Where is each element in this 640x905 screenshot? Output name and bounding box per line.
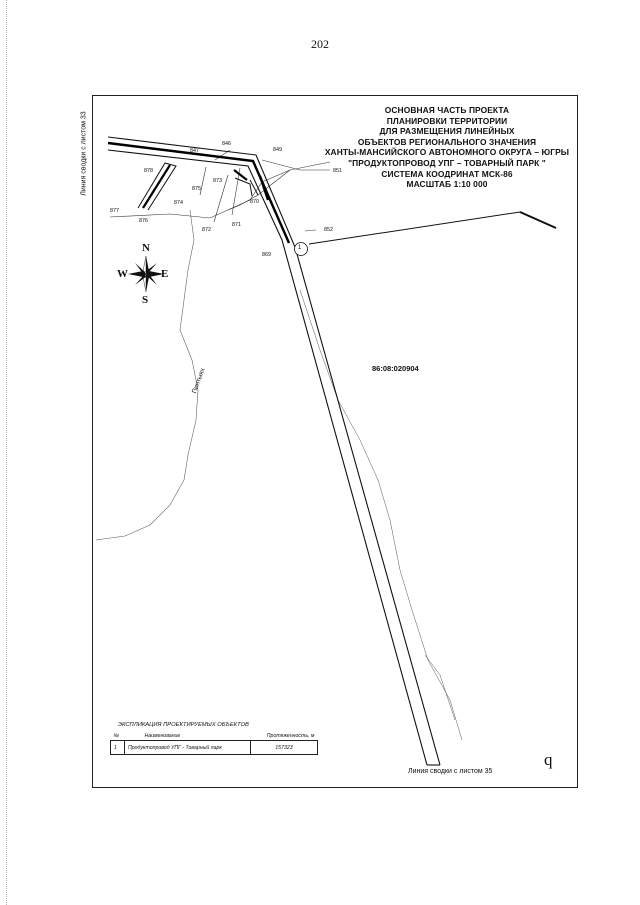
map-title [322, 105, 572, 190]
legend-header-row [111, 732, 318, 741]
legend-title: ЭКСПЛИКАЦИЯ ПРОЕКТИРУЕМЫХ ОБЪЕКТОВ [118, 722, 249, 728]
title-line: ОБЪЕКТОВ РЕГИОНАЛЬНОГО ЗНАЧЕНИЯ [357, 136, 537, 147]
title-line: ХАНТЫ-МАНСИЙСКОГО АВТОНОМНОГО ОКРУГА – ЮГРЫ [324, 147, 570, 158]
river-label: Пинтыях [191, 367, 207, 395]
compass-rose-icon [128, 256, 164, 292]
point-label: 870 [250, 199, 259, 205]
adjacent-line [309, 212, 556, 244]
page-number: 202 [311, 37, 329, 51]
point-label: 873 [213, 178, 222, 184]
point-label: 847 [190, 148, 199, 154]
point-label: 869 [262, 252, 271, 258]
land-boundary [110, 162, 330, 218]
legend-cell-length: 157323 [250, 741, 317, 755]
compass-east: E [161, 268, 169, 280]
point-label: 878 [144, 168, 153, 174]
legend-table [110, 732, 318, 755]
title-line: МАСШТАБ 1:10 000 [406, 179, 488, 190]
cadastral-number: 86:08:020904 [372, 364, 419, 373]
legend-cell-name: Продуктопровод УПГ - Товарный парк [125, 741, 251, 755]
stream [425, 655, 455, 720]
point-label: 851 [333, 168, 342, 174]
compass-west: W [117, 268, 128, 280]
join-line-label-sheet-33: Линия сводки с листом 33 [80, 111, 88, 196]
point-label: 846 [222, 141, 231, 147]
stream [300, 290, 462, 740]
title-line: СИСТЕМА КООДРИНАТ МСК-86 [381, 168, 513, 179]
compass-north: N [142, 242, 150, 254]
legend-header-name: Наименование [144, 733, 181, 739]
route-marker-label: 1 [298, 245, 302, 251]
adjacent-line [520, 212, 556, 228]
point-label: 871 [232, 222, 241, 228]
point-label: 876 [139, 218, 148, 224]
title-line: ПЛАНИРОВКИ ТЕРРИТОРИИ [386, 115, 508, 126]
compass-south: S [142, 294, 149, 306]
pipeline-axis [108, 143, 289, 243]
table-row [111, 741, 318, 755]
title-line: ОСНОВНАЯ ЧАСТЬ ПРОЕКТА [384, 105, 510, 115]
leader-line [305, 230, 316, 231]
join-line-label-sheet-35: Линия сводки с листом 35 [408, 768, 493, 775]
point-label: 875 [192, 186, 201, 192]
legend-header-length: Протяженность, м [266, 733, 315, 739]
point-label: 852 [324, 227, 333, 233]
pipeline-corridor-edge [108, 150, 427, 765]
legend-cell-num: 1 [111, 741, 125, 755]
title-line: ДЛЯ РАЗМЕЩЕНИЯ ЛИНЕЙНЫХ [379, 126, 515, 137]
point-label: 872 [202, 227, 211, 233]
river-pintyyakh [96, 210, 198, 540]
handwritten-mark: q [544, 750, 553, 769]
legend-header-num: № [113, 733, 120, 739]
point-label: 877 [110, 208, 119, 214]
title-line: "ПРОДУКТОПРОВОД УПГ – ТОВАРНЫЙ ПАРК " [348, 157, 546, 168]
point-label: 849 [273, 147, 282, 153]
point-label: 874 [174, 200, 183, 206]
